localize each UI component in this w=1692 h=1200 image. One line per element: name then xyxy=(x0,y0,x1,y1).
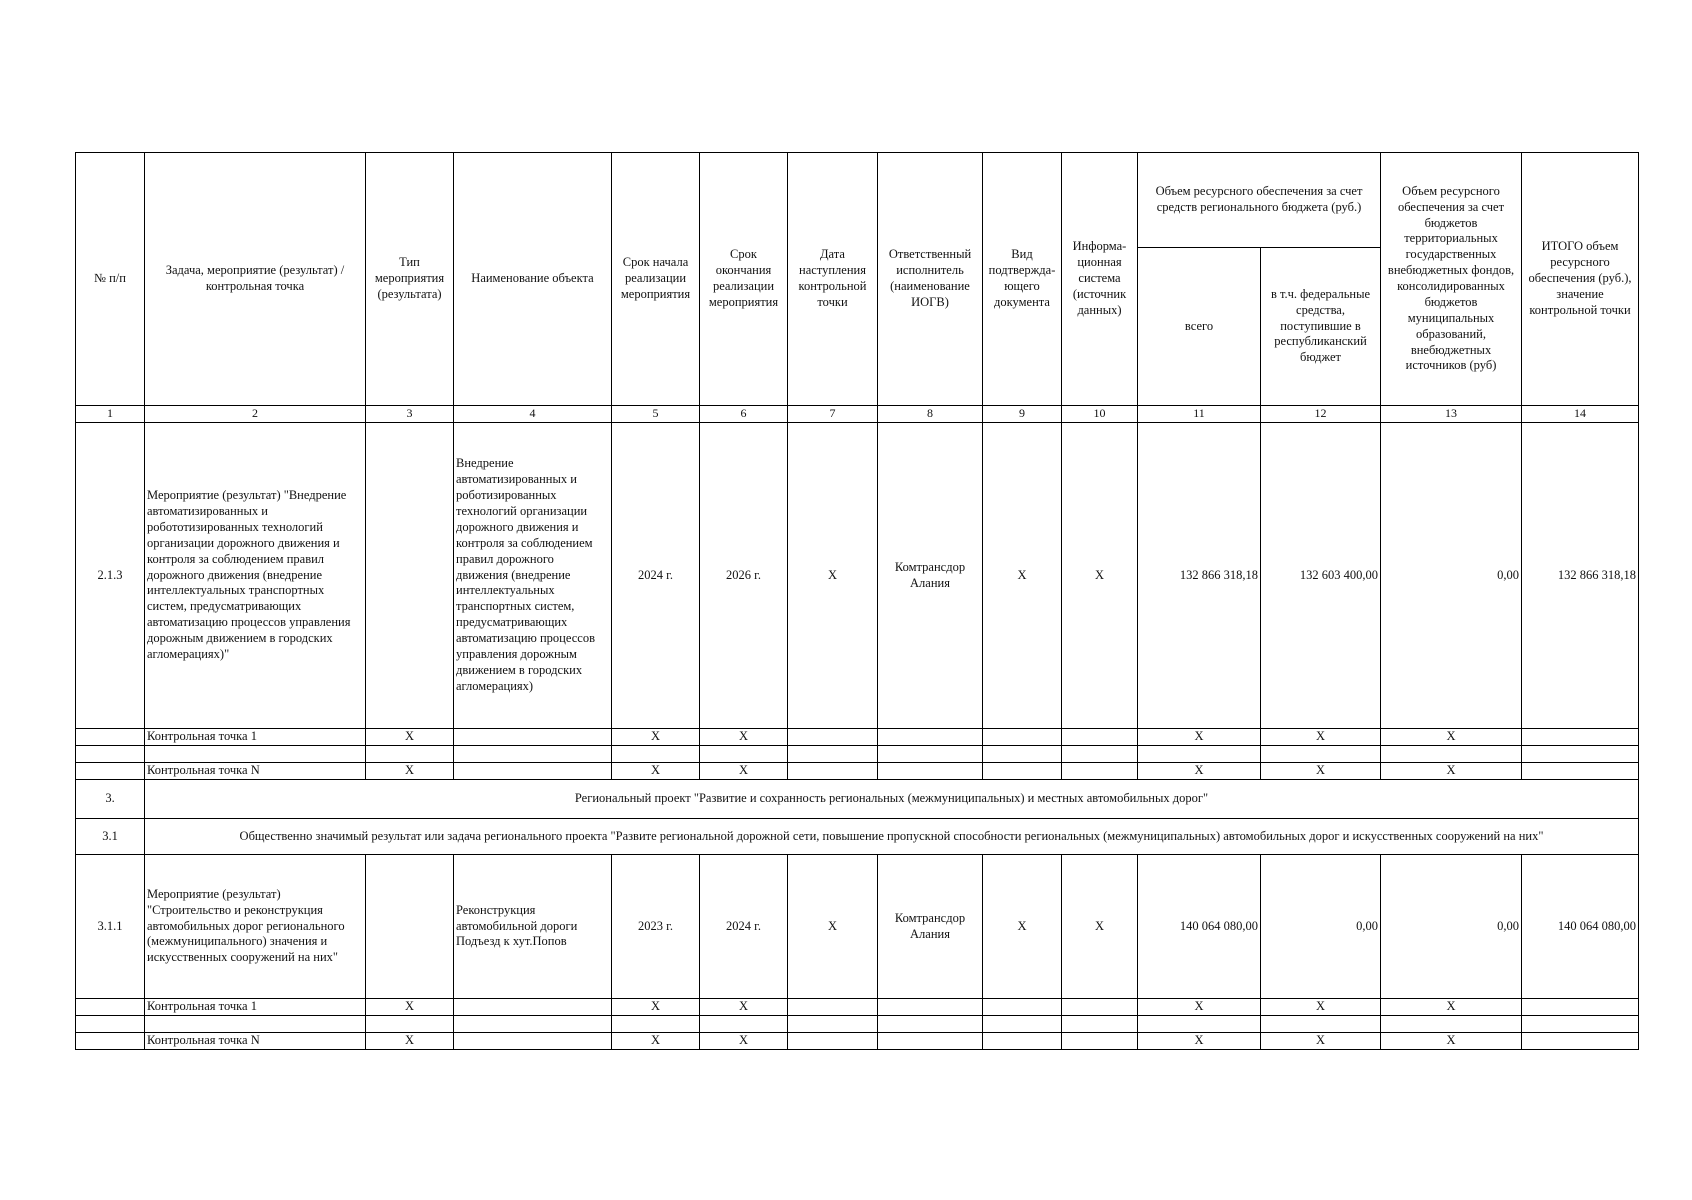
territorial-cell: X xyxy=(1381,763,1522,780)
empty-cell xyxy=(76,746,145,763)
territorial-cell: 0,00 xyxy=(1381,423,1522,729)
end-cell: 2026 г. xyxy=(700,423,788,729)
total-cell: 140 064 080,00 xyxy=(1522,855,1639,999)
regional-federal-cell: X xyxy=(1261,1033,1381,1050)
empty-cell xyxy=(983,1016,1062,1033)
doc-cell xyxy=(983,763,1062,780)
task-cell: Мероприятие (результат) "Строительство и реконструкция автомобильных дорог регионального (межмуниципального) значения и искусственных сооружений на них" xyxy=(145,855,366,999)
empty-cell xyxy=(1522,1016,1639,1033)
empty-cell xyxy=(612,1016,700,1033)
doc-cell xyxy=(983,729,1062,746)
empty-cell xyxy=(788,746,878,763)
control-point-row xyxy=(76,729,1639,746)
header-row xyxy=(76,153,1639,248)
column-number: 10 xyxy=(1062,406,1138,423)
regional-total-cell: X xyxy=(1138,729,1261,746)
type-cell xyxy=(366,423,454,729)
header-regional-group: Объем ресурсного обеспечения за счет средств регионального бюджета (руб.) xyxy=(1138,153,1381,248)
date-cell: X xyxy=(788,423,878,729)
header-task: Задача, мероприятие (результат) / контрольная точка xyxy=(145,153,366,406)
blank-row xyxy=(76,1016,1639,1033)
control-point-row xyxy=(76,1033,1639,1050)
header-date: Дата наступления контрольной точки xyxy=(788,153,878,406)
regional-federal-cell: 0,00 xyxy=(1261,855,1381,999)
regional-federal-cell: X xyxy=(1261,763,1381,780)
start-cell: X xyxy=(612,999,700,1016)
header-total: ИТОГО объем ресурсного обеспечения (руб.), значение контрольной точки xyxy=(1522,153,1639,406)
empty-cell xyxy=(1261,746,1381,763)
empty-cell xyxy=(878,746,983,763)
territorial-cell: X xyxy=(1381,729,1522,746)
info-cell: X xyxy=(1062,423,1138,729)
column-number: 4 xyxy=(454,406,612,423)
header-info: Информа-ционная система (источник данных) xyxy=(1062,153,1138,406)
column-number: 6 xyxy=(700,406,788,423)
date-cell: X xyxy=(788,855,878,999)
header-regional-federal: в т.ч. федеральные средства, поступившие в республиканский бюджет xyxy=(1261,248,1381,406)
total-cell xyxy=(1522,729,1639,746)
info-cell xyxy=(1062,729,1138,746)
empty-cell xyxy=(1138,746,1261,763)
type-cell: X xyxy=(366,999,454,1016)
empty-cell xyxy=(145,1016,366,1033)
section-number: 3. xyxy=(76,780,145,819)
subsection-row xyxy=(76,819,1639,855)
total-cell: 132 866 318,18 xyxy=(1522,423,1639,729)
object-text: Внедрение автоматизированных и роботизированных технологий организации дорожного движения и контроля за соблюдением правил дорожного движения (внедрение интеллектуальных транспортных систем, предусматривающих автоматизацию процессов управления дорожным движением в городских агломерациях) xyxy=(456,456,595,693)
object-cell: Реконструкция автомобильной дороги Подъезд к хут.Попов xyxy=(454,855,612,999)
task-cell: Контрольная точка 1 xyxy=(145,729,366,746)
row-number: 3.1.1 xyxy=(76,855,145,999)
column-number-row xyxy=(76,406,1639,423)
empty-cell xyxy=(983,746,1062,763)
doc-cell xyxy=(983,999,1062,1016)
info-cell xyxy=(1062,763,1138,780)
table-row xyxy=(76,855,1639,999)
column-number: 3 xyxy=(366,406,454,423)
regional-federal-cell: X xyxy=(1261,999,1381,1016)
task-cell: Мероприятие (результат) "Внедрение автоматизированных и робототизированных технологий организации дорожного движения и контроля за соблюдением правил дорожного движения (внедрение интеллектуальных транспортных систем, предусматривающих автоматизацию процессов управления дорожным движением в городских агломерациях)" xyxy=(145,423,366,729)
resource-table xyxy=(75,152,1639,1050)
empty-cell xyxy=(1522,746,1639,763)
empty-cell xyxy=(145,746,366,763)
section-title: Региональный проект "Развитие и сохранность региональных (межмуниципальных) и местных автомобильных дорог" xyxy=(145,780,1639,819)
control-point-row xyxy=(76,999,1639,1016)
empty-cell xyxy=(878,1016,983,1033)
column-number: 14 xyxy=(1522,406,1639,423)
row-number xyxy=(76,999,145,1016)
header-regional-total: всего xyxy=(1138,248,1261,406)
header-object: Наименование объекта xyxy=(454,153,612,406)
executor-cell: Комтрансдор Алания xyxy=(878,855,983,999)
header-num: № п/п xyxy=(76,153,145,406)
column-number: 12 xyxy=(1261,406,1381,423)
object-cell xyxy=(454,423,612,729)
date-cell xyxy=(788,729,878,746)
row-number xyxy=(76,1033,145,1050)
header-doc: Вид подтвержда-ющего документа xyxy=(983,153,1062,406)
empty-cell xyxy=(454,1016,612,1033)
doc-cell xyxy=(983,1033,1062,1050)
date-cell xyxy=(788,999,878,1016)
empty-cell xyxy=(1381,746,1522,763)
executor-cell xyxy=(878,729,983,746)
column-number: 13 xyxy=(1381,406,1522,423)
regional-federal-cell: 132 603 400,00 xyxy=(1261,423,1381,729)
end-cell: X xyxy=(700,729,788,746)
end-cell: X xyxy=(700,999,788,1016)
subsection-title: Общественно значимый результат или задача регионального проекта "Развите региональной дорожной сети, повышение пропускной способности региональных (межмуниципальных) автомобильных дорог и искусственных сооружений на них" xyxy=(145,819,1639,855)
row-number: 2.1.3 xyxy=(76,423,145,729)
type-cell: X xyxy=(366,729,454,746)
regional-total-cell: X xyxy=(1138,763,1261,780)
object-cell xyxy=(454,763,612,780)
date-cell xyxy=(788,763,878,780)
task-cell: Контрольная точка 1 xyxy=(145,999,366,1016)
executor-cell xyxy=(878,763,983,780)
header-start: Срок начала реализации мероприятия xyxy=(612,153,700,406)
row-number xyxy=(76,763,145,780)
start-cell: X xyxy=(612,729,700,746)
empty-cell xyxy=(76,1016,145,1033)
empty-cell xyxy=(1138,1016,1261,1033)
table-row xyxy=(76,423,1639,729)
empty-cell xyxy=(1261,1016,1381,1033)
column-number: 1 xyxy=(76,406,145,423)
column-number: 9 xyxy=(983,406,1062,423)
task-cell: Контрольная точка N xyxy=(145,1033,366,1050)
end-cell: X xyxy=(700,763,788,780)
info-cell xyxy=(1062,1033,1138,1050)
regional-total-cell: X xyxy=(1138,1033,1261,1050)
empty-cell xyxy=(788,1016,878,1033)
info-cell xyxy=(1062,999,1138,1016)
header-type: Тип мероприятия (результата) xyxy=(366,153,454,406)
header-territorial: Объем ресурсного обеспечения за счет бюджетов территориальных государственных внебюджетных фондов, консолидированных бюджетов муниципальных образований, внебюджетных источников (руб) xyxy=(1381,153,1522,406)
column-number: 2 xyxy=(145,406,366,423)
start-cell: 2023 г. xyxy=(612,855,700,999)
end-cell: X xyxy=(700,1033,788,1050)
column-number: 8 xyxy=(878,406,983,423)
task-cell: Контрольная точка N xyxy=(145,763,366,780)
regional-federal-cell: X xyxy=(1261,729,1381,746)
territorial-cell: 0,00 xyxy=(1381,855,1522,999)
empty-cell xyxy=(1062,746,1138,763)
total-cell xyxy=(1522,1033,1639,1050)
blank-row xyxy=(76,746,1639,763)
start-cell: X xyxy=(612,763,700,780)
subsection-number: 3.1 xyxy=(76,819,145,855)
type-cell xyxy=(366,855,454,999)
executor-cell: Комтрансдор Алания xyxy=(878,423,983,729)
object-cell xyxy=(454,1033,612,1050)
end-cell: 2024 г. xyxy=(700,855,788,999)
territorial-cell: X xyxy=(1381,999,1522,1016)
executor-cell xyxy=(878,999,983,1016)
empty-cell xyxy=(366,746,454,763)
executor-cell xyxy=(878,1033,983,1050)
section-row xyxy=(76,780,1639,819)
empty-cell xyxy=(612,746,700,763)
info-cell: X xyxy=(1062,855,1138,999)
empty-cell xyxy=(700,1016,788,1033)
start-cell: X xyxy=(612,1033,700,1050)
header-executor: Ответственный исполнитель (наименование ИОГВ) xyxy=(878,153,983,406)
column-number: 7 xyxy=(788,406,878,423)
empty-cell xyxy=(1381,1016,1522,1033)
empty-cell xyxy=(700,746,788,763)
doc-cell: X xyxy=(983,423,1062,729)
regional-total-cell: 140 064 080,00 xyxy=(1138,855,1261,999)
type-cell: X xyxy=(366,763,454,780)
empty-cell xyxy=(366,1016,454,1033)
header-end: Срок окончания реализации мероприятия xyxy=(700,153,788,406)
control-point-row xyxy=(76,763,1639,780)
regional-total-cell: 132 866 318,18 xyxy=(1138,423,1261,729)
regional-total-cell: X xyxy=(1138,999,1261,1016)
object-cell xyxy=(454,999,612,1016)
object-cell xyxy=(454,729,612,746)
empty-cell xyxy=(454,746,612,763)
date-cell xyxy=(788,1033,878,1050)
doc-cell: X xyxy=(983,855,1062,999)
start-cell: 2024 г. xyxy=(612,423,700,729)
territorial-cell: X xyxy=(1381,1033,1522,1050)
total-cell xyxy=(1522,999,1639,1016)
empty-cell xyxy=(1062,1016,1138,1033)
total-cell xyxy=(1522,763,1639,780)
type-cell: X xyxy=(366,1033,454,1050)
row-number xyxy=(76,729,145,746)
column-number: 11 xyxy=(1138,406,1261,423)
column-number: 5 xyxy=(612,406,700,423)
